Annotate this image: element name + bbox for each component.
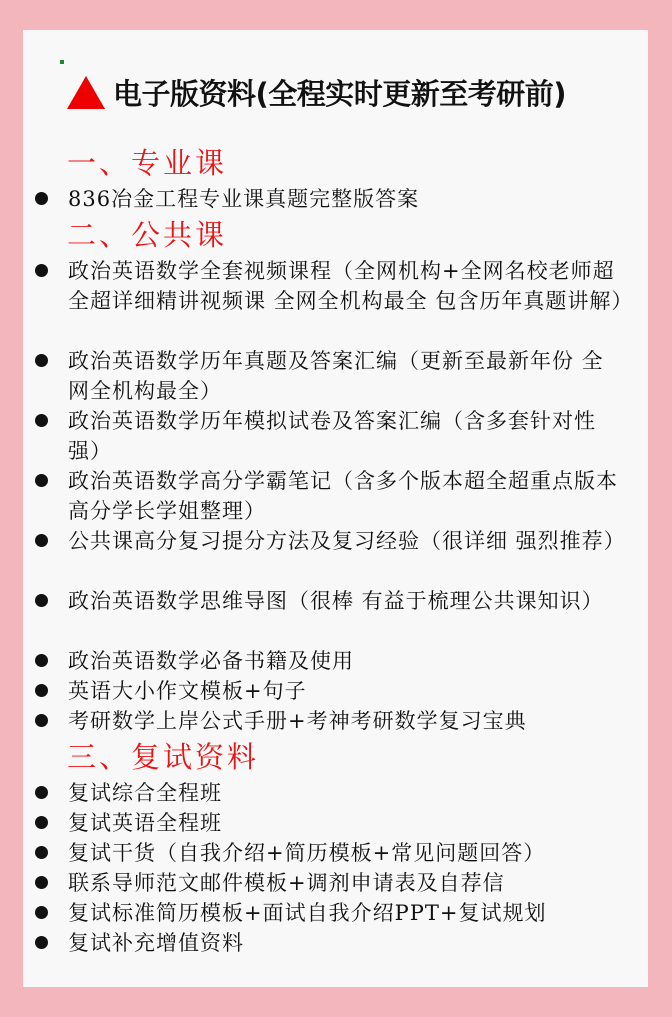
list-item: 考研数学上岸公式手册+考神考研数学复习宝典 (35, 706, 625, 736)
content-card (23, 30, 648, 987)
page-title (67, 72, 566, 113)
list-item: 复试干货（自我介绍+简历模板+常见问题回答） (35, 838, 625, 868)
list-item: 政治英语数学思维导图（很棒 有益于梳理公共课知识） (35, 586, 625, 616)
list-item: 公共课高分复习提分方法及复习经验（很详细 强烈推荐） (35, 526, 625, 556)
bullet-icon (35, 786, 48, 799)
list-item: 政治英语数学历年真题及答案汇编（更新至最新年份 全网全机构最全） (35, 346, 625, 406)
bullet-icon (35, 936, 48, 949)
list-item: 复试标准简历模板+面试自我介绍PPT+复试规划 (35, 898, 625, 928)
bullet-icon (35, 534, 48, 547)
bullet-icon (35, 594, 48, 607)
list-item: 政治英语数学高分学霸笔记（含多个版本超全超重点版本 高分学长学姐整理） (35, 466, 625, 526)
bullet-icon (35, 264, 48, 277)
section-heading-retest: 三、复试资料 (67, 740, 260, 774)
section-heading-major: 一、专业课 (67, 146, 228, 180)
list-item: 复试综合全程班 (35, 778, 625, 808)
bullet-icon (35, 474, 48, 487)
list-item: 836冶金工程专业课真题完整版答案 (35, 184, 625, 214)
list-item: 政治英语数学必备书籍及使用 (35, 646, 625, 676)
list-item: 联系导师范文邮件模板+调剂申请表及自荐信 (35, 868, 625, 898)
list-item: 复试英语全程班 (35, 808, 625, 838)
bullet-icon (35, 414, 48, 427)
bullet-icon (35, 876, 48, 889)
bullet-icon (35, 846, 48, 859)
bullet-icon (35, 906, 48, 919)
list-item: 复试补充增值资料 (35, 928, 625, 958)
list-item: 政治英语数学全套视频课程（全网机构+全网名校老师超全超详细精讲视频课 全网全机构最全 包含历年真题讲解） (35, 256, 625, 316)
corner-mark (60, 60, 64, 64)
list-item: 政治英语数学历年模拟试卷及答案汇编（含多套针对性强） (35, 406, 625, 466)
bullet-icon (35, 816, 48, 829)
bullet-icon (35, 654, 48, 667)
warning-triangle-icon (67, 76, 105, 109)
bullet-icon (35, 192, 48, 205)
bullet-icon (35, 684, 48, 697)
page-title-text: 电子版资料(全程实时更新至考研前) (113, 77, 567, 111)
bullet-icon (35, 354, 48, 367)
section-heading-public: 二、公共课 (67, 218, 228, 252)
bullet-icon (35, 714, 48, 727)
list-item: 英语大小作文模板+句子 (35, 676, 625, 706)
